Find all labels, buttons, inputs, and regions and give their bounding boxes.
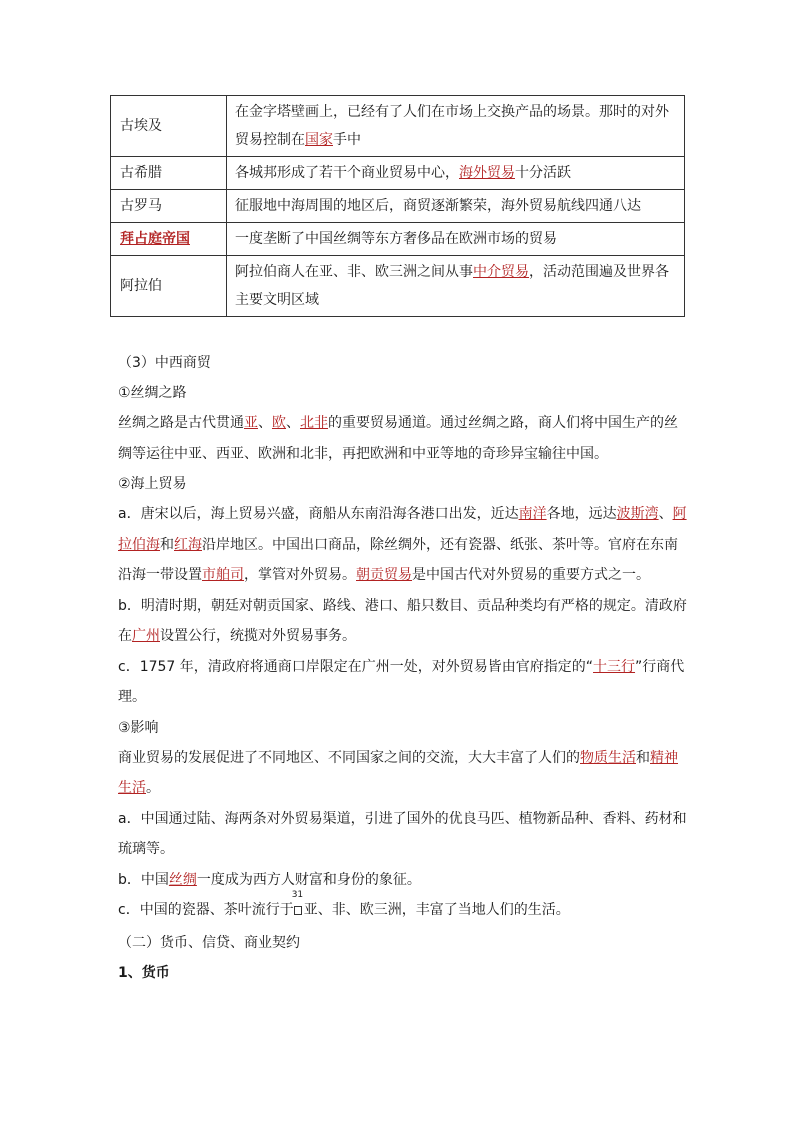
main-content	[118, 348, 688, 988]
body-paragraph	[118, 408, 688, 469]
section-heading	[118, 469, 688, 499]
highlighted-term: 波斯湾	[616, 506, 659, 522]
trade-description	[227, 190, 685, 223]
text-run: b．中国	[118, 871, 169, 888]
highlighted-term: 市舶司	[202, 567, 244, 583]
box-glyph	[294, 906, 302, 915]
text-run: 的重要贸易通道。通过丝绸之路，商人们将中国生产的丝绸等运往中亚、西亚、欧洲和北非，再把欧洲和中亚等地的奇珍异宝输往中国。	[118, 415, 678, 462]
highlighted-term: 海外贸易	[459, 165, 515, 181]
highlighted-term: 亚	[244, 415, 258, 431]
section-heading	[118, 378, 688, 408]
section-heading	[118, 958, 688, 988]
text-run: c．中国的瓷器、茶叶流行于	[118, 902, 294, 918]
text-run: ③影响	[118, 719, 159, 736]
civilization-name: 古罗马	[111, 190, 227, 223]
civilization-name: 拜占庭帝国	[111, 223, 227, 256]
text-run: a．中国通过陆、海两条对外贸易渠道，引进了国外的优良马匹、植物新品种、香料、药材和琉璃等。	[118, 810, 687, 857]
text-run: 和	[636, 749, 650, 766]
highlighted-term: 欧	[272, 415, 286, 431]
highlighted-term: 朝贡贸易	[356, 567, 412, 583]
text-run: 征服地中海周围的地区后，商贸逐渐繁荣，海外贸易航线四通八达	[235, 198, 641, 214]
text-run: a．唐宋以后，海上贸易兴盛，商船从东南沿海各港口出发，近达	[118, 506, 519, 522]
text-run: c．1757 年，清政府将通商口岸限定在广州一处，对外贸易皆由官府指定的“	[118, 658, 594, 675]
body-paragraph	[118, 652, 688, 713]
page-number-marker	[291, 890, 304, 914]
highlighted-term: 丝绸	[168, 871, 197, 888]
text-run: ，活动范围遍及世界各主要文明区域	[235, 264, 669, 308]
highlighted-term: 北非	[300, 415, 328, 431]
section-heading	[118, 928, 688, 958]
text-run: 、	[658, 506, 673, 522]
text-run: （二）货币、信贷、商业契约	[118, 934, 300, 951]
table-row	[111, 157, 685, 190]
highlighted-term: 国家	[305, 132, 333, 148]
text-run: 、	[258, 415, 272, 431]
body-paragraph	[118, 804, 688, 865]
civilization-name: 阿拉伯	[111, 256, 227, 317]
table-row	[111, 223, 685, 256]
text-run: 一度成为西方人财富和身份的象征。	[196, 871, 421, 888]
civilization-name: 古希腊	[111, 157, 227, 190]
section-heading	[118, 713, 688, 743]
text-run: 和	[160, 536, 174, 553]
text-run: 是中国古代对外贸易的重要方式之一。	[412, 567, 650, 583]
civilization-name: 古埃及	[111, 96, 227, 157]
text-run: 设置公行，统揽对外贸易事务。	[160, 628, 356, 644]
body-paragraph	[118, 865, 688, 896]
text-run: （3）中西商贸	[118, 355, 211, 371]
highlighted-term: 南洋	[518, 506, 547, 522]
highlighted-term: 广州	[132, 628, 160, 644]
table-row	[111, 256, 685, 317]
trade-description	[227, 256, 685, 317]
text-run: 一度垄断了中国丝绸等东方奢侈品在欧洲市场的贸易	[235, 231, 557, 247]
highlighted-term: 中介贸易	[473, 264, 529, 280]
text-run: 1、货币	[118, 964, 170, 981]
text-run: b．明清时期，朝廷对朝贡国家、路线、港口、船只数目、贡品种类均有严格的规定。清政府在	[118, 597, 687, 644]
text-run: ”行商代理。	[118, 658, 685, 705]
text-run: 十分活跃	[515, 165, 571, 181]
body-paragraph	[118, 890, 688, 926]
text-run: 各城邦形成了若干个商业贸易中心，	[235, 165, 459, 181]
text-run: 、	[286, 415, 300, 431]
text-run: ①丝绸之路	[118, 385, 187, 401]
page-number: 31	[291, 890, 304, 900]
body-paragraph	[118, 743, 688, 804]
body-paragraph	[118, 499, 688, 591]
text-run: 各地，远达	[546, 506, 617, 522]
table-row	[111, 190, 685, 223]
text-run: 沿岸地区。中国出口商品，除丝绸外，还有瓷器、纸张、茶叶等。官府在东南沿海一带设置	[118, 536, 678, 583]
highlighted-term: 红海	[174, 536, 202, 553]
text-run: 。	[146, 780, 160, 796]
text-run: 阿拉伯商人在亚、非、欧三洲之间从事	[235, 264, 473, 280]
section-heading	[118, 348, 688, 378]
trade-description	[227, 157, 685, 190]
highlighted-term: 物质生活	[580, 749, 636, 766]
text-run: 商业贸易的发展促进了不同地区、不同国家之间的交流，大大丰富了人们的	[118, 749, 580, 766]
trade-description	[227, 223, 685, 256]
text-run: ②海上贸易	[118, 476, 187, 492]
text-run: 丝绸之路是古代贯通	[118, 415, 244, 431]
highlighted-term: 阿拉伯海	[118, 506, 687, 553]
highlighted-term: 十三行	[593, 658, 636, 675]
table-row	[111, 96, 685, 157]
highlighted-term: 精神生活	[118, 749, 678, 796]
text-run: 在金字塔壁画上，已经有了人们在市场上交换产品的场景。那时的对外贸易控制在	[235, 104, 669, 148]
text-run: 亚、非、欧三洲，丰富了当地人们的生活。	[303, 902, 570, 918]
body-paragraph	[118, 591, 688, 652]
text-run: 手中	[333, 132, 361, 148]
trade-description	[227, 96, 685, 157]
text-run: ，掌管对外贸易。	[244, 567, 356, 583]
civilization-trade-table	[110, 95, 685, 317]
